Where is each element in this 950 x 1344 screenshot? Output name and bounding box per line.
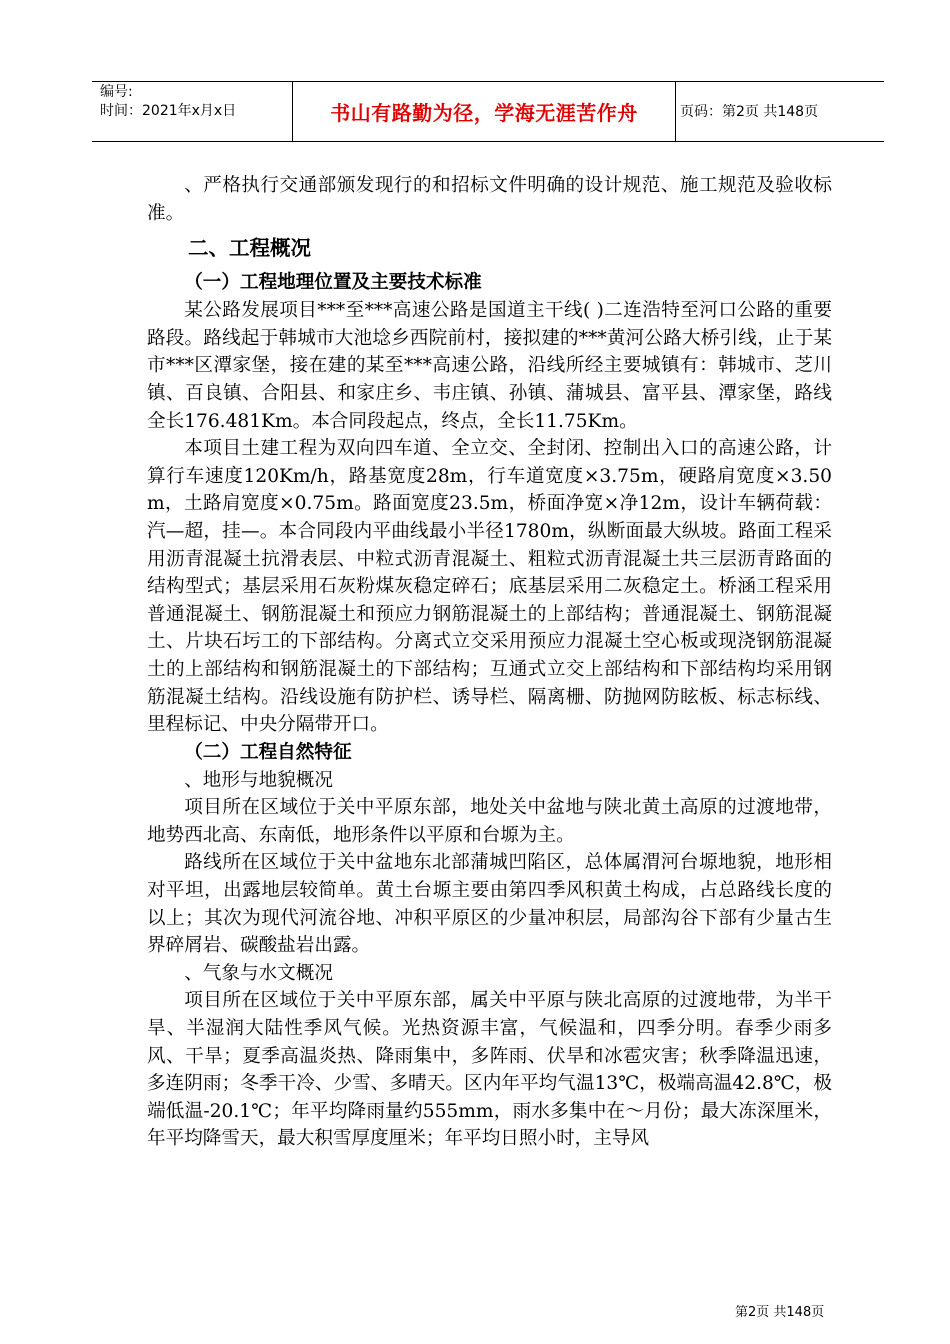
header-bottom-rule	[92, 141, 884, 142]
paragraph-climate: 项目所在区域位于关中平原东部，属关中平原与陕北高原的过渡地带，为半干旱、半湿润大陆性季风气候。光热资源丰富，气候温和，四季分明。春季少雨多风、干旱；夏季高温炎热、降雨集中，多阵雨、伏旱和冰雹灾害；秋季降温迅速，多连阴雨；冬季干冷、少雪、多晴天。区内年平均气温13℃，极端高温42.8℃，极端低温-20.1℃；年平均降雨量约555mm，雨水多集中在～月份；最大冻深厘米，年平均降雪天，最大积雪厚度厘米；年平均日照小时，主导风	[147, 990, 832, 1150]
footer-page-number: 第2页 共148页	[735, 1305, 825, 1320]
paragraph-terrain-heading: 、地形与地貌概况	[184, 769, 333, 791]
subsection-title-location: （一）工程地理位置及主要技术标准	[184, 272, 482, 294]
paragraph-climate-heading: 、气象与水文概况	[184, 962, 333, 984]
document-body	[147, 172, 832, 1153]
paragraph-technical-standards: 本项目土建工程为双向四车道、全立交、全封闭、控制出入口的高速公路，计算行车速度120Km/h，路基宽度28m，行车道宽度×3.75m，硬路肩宽度×3.50m，土路肩宽度×0.75m。路面宽度23.5m，桥面净宽×净12m，设计车辆荷载：汽—超，挂—。本合同段内平曲线最小半径1780m，纵断面最大纵坡。路面工程采用沥青混凝土抗滑表层、中粒式沥青混凝土、粗粒式沥青混凝土共三层沥青路面的结构型式；基层采用石灰粉煤灰稳定碎石；底基层采用二灰稳定土。桥涵工程采用普通混凝土、钢筋混凝土和预应力钢筋混凝土的上部结构；普通混凝土、钢筋混凝土、片块石圬工的下部结构。分离式立交采用预应力混凝土空心板或现浇钢筋混凝土的上部结构和钢筋混凝土的下部结构；互通式立交上部结构和下部结构均采用钢筋混凝土结构。沿线设施有防护栏、诱导栏、隔离栅、防抛网防眩板、标志标线、里程标记、中央分隔带开口。	[147, 438, 832, 736]
header-motto: 书山有路勤为径，学海无涯苦作舟	[330, 100, 638, 125]
paragraph-route: 某公路发展项目***至***高速公路是国道主干线( )二连浩特至河口公路的重要路段。路线起于韩城市大池埝乡西院前村，接拟建的***黄河公路大桥引线，止于某市***区潭家堡，接在建的某至***高速公路，沿线所经主要城镇有：韩城市、芝川镇、百良镇、合阳县、和家庄乡、韦庄镇、孙镇、蒲城县、富平县、潭家堡，路线全长176.481Km。本合同段起点，终点，全长11.75Km。	[147, 300, 832, 432]
header-divider-right	[675, 81, 676, 141]
subsection-title-natural-features: （二）工程自然特征	[184, 741, 352, 763]
header-left-info	[100, 83, 236, 121]
paragraph-terrain-2: 路线所在区域位于关中盆地东北部蒲城凹陷区，总体属渭河台塬地貌，地形相对平坦，出露地层较简单。黄土台塬主要由第四季风积黄土构成，占总路线长度的以上；其次为现代河流谷地、冲积平原区的少量冲积层，局部沟谷下部有少量古生界碎屑岩、碳酸盐岩出露。	[147, 852, 832, 957]
section-title-project-overview: 二、工程概况	[188, 236, 311, 261]
paragraph-terrain-1: 项目所在区域位于关中平原东部，地处关中盆地与陕北黄土高原的过渡地带，地势西北高、东南低，地形条件以平原和台塬为主。	[147, 797, 832, 846]
header-page-number: 页码：第2页 共148页	[680, 104, 819, 120]
paragraph-standards: 、严格执行交通部颁发现行的和招标文件明确的设计规范、施工规范及验收标准。	[147, 175, 832, 224]
document-code-label: 编号:	[100, 84, 133, 100]
document-time-label: 时间：2021年x月x日	[100, 103, 237, 119]
header-divider-left	[292, 81, 293, 141]
